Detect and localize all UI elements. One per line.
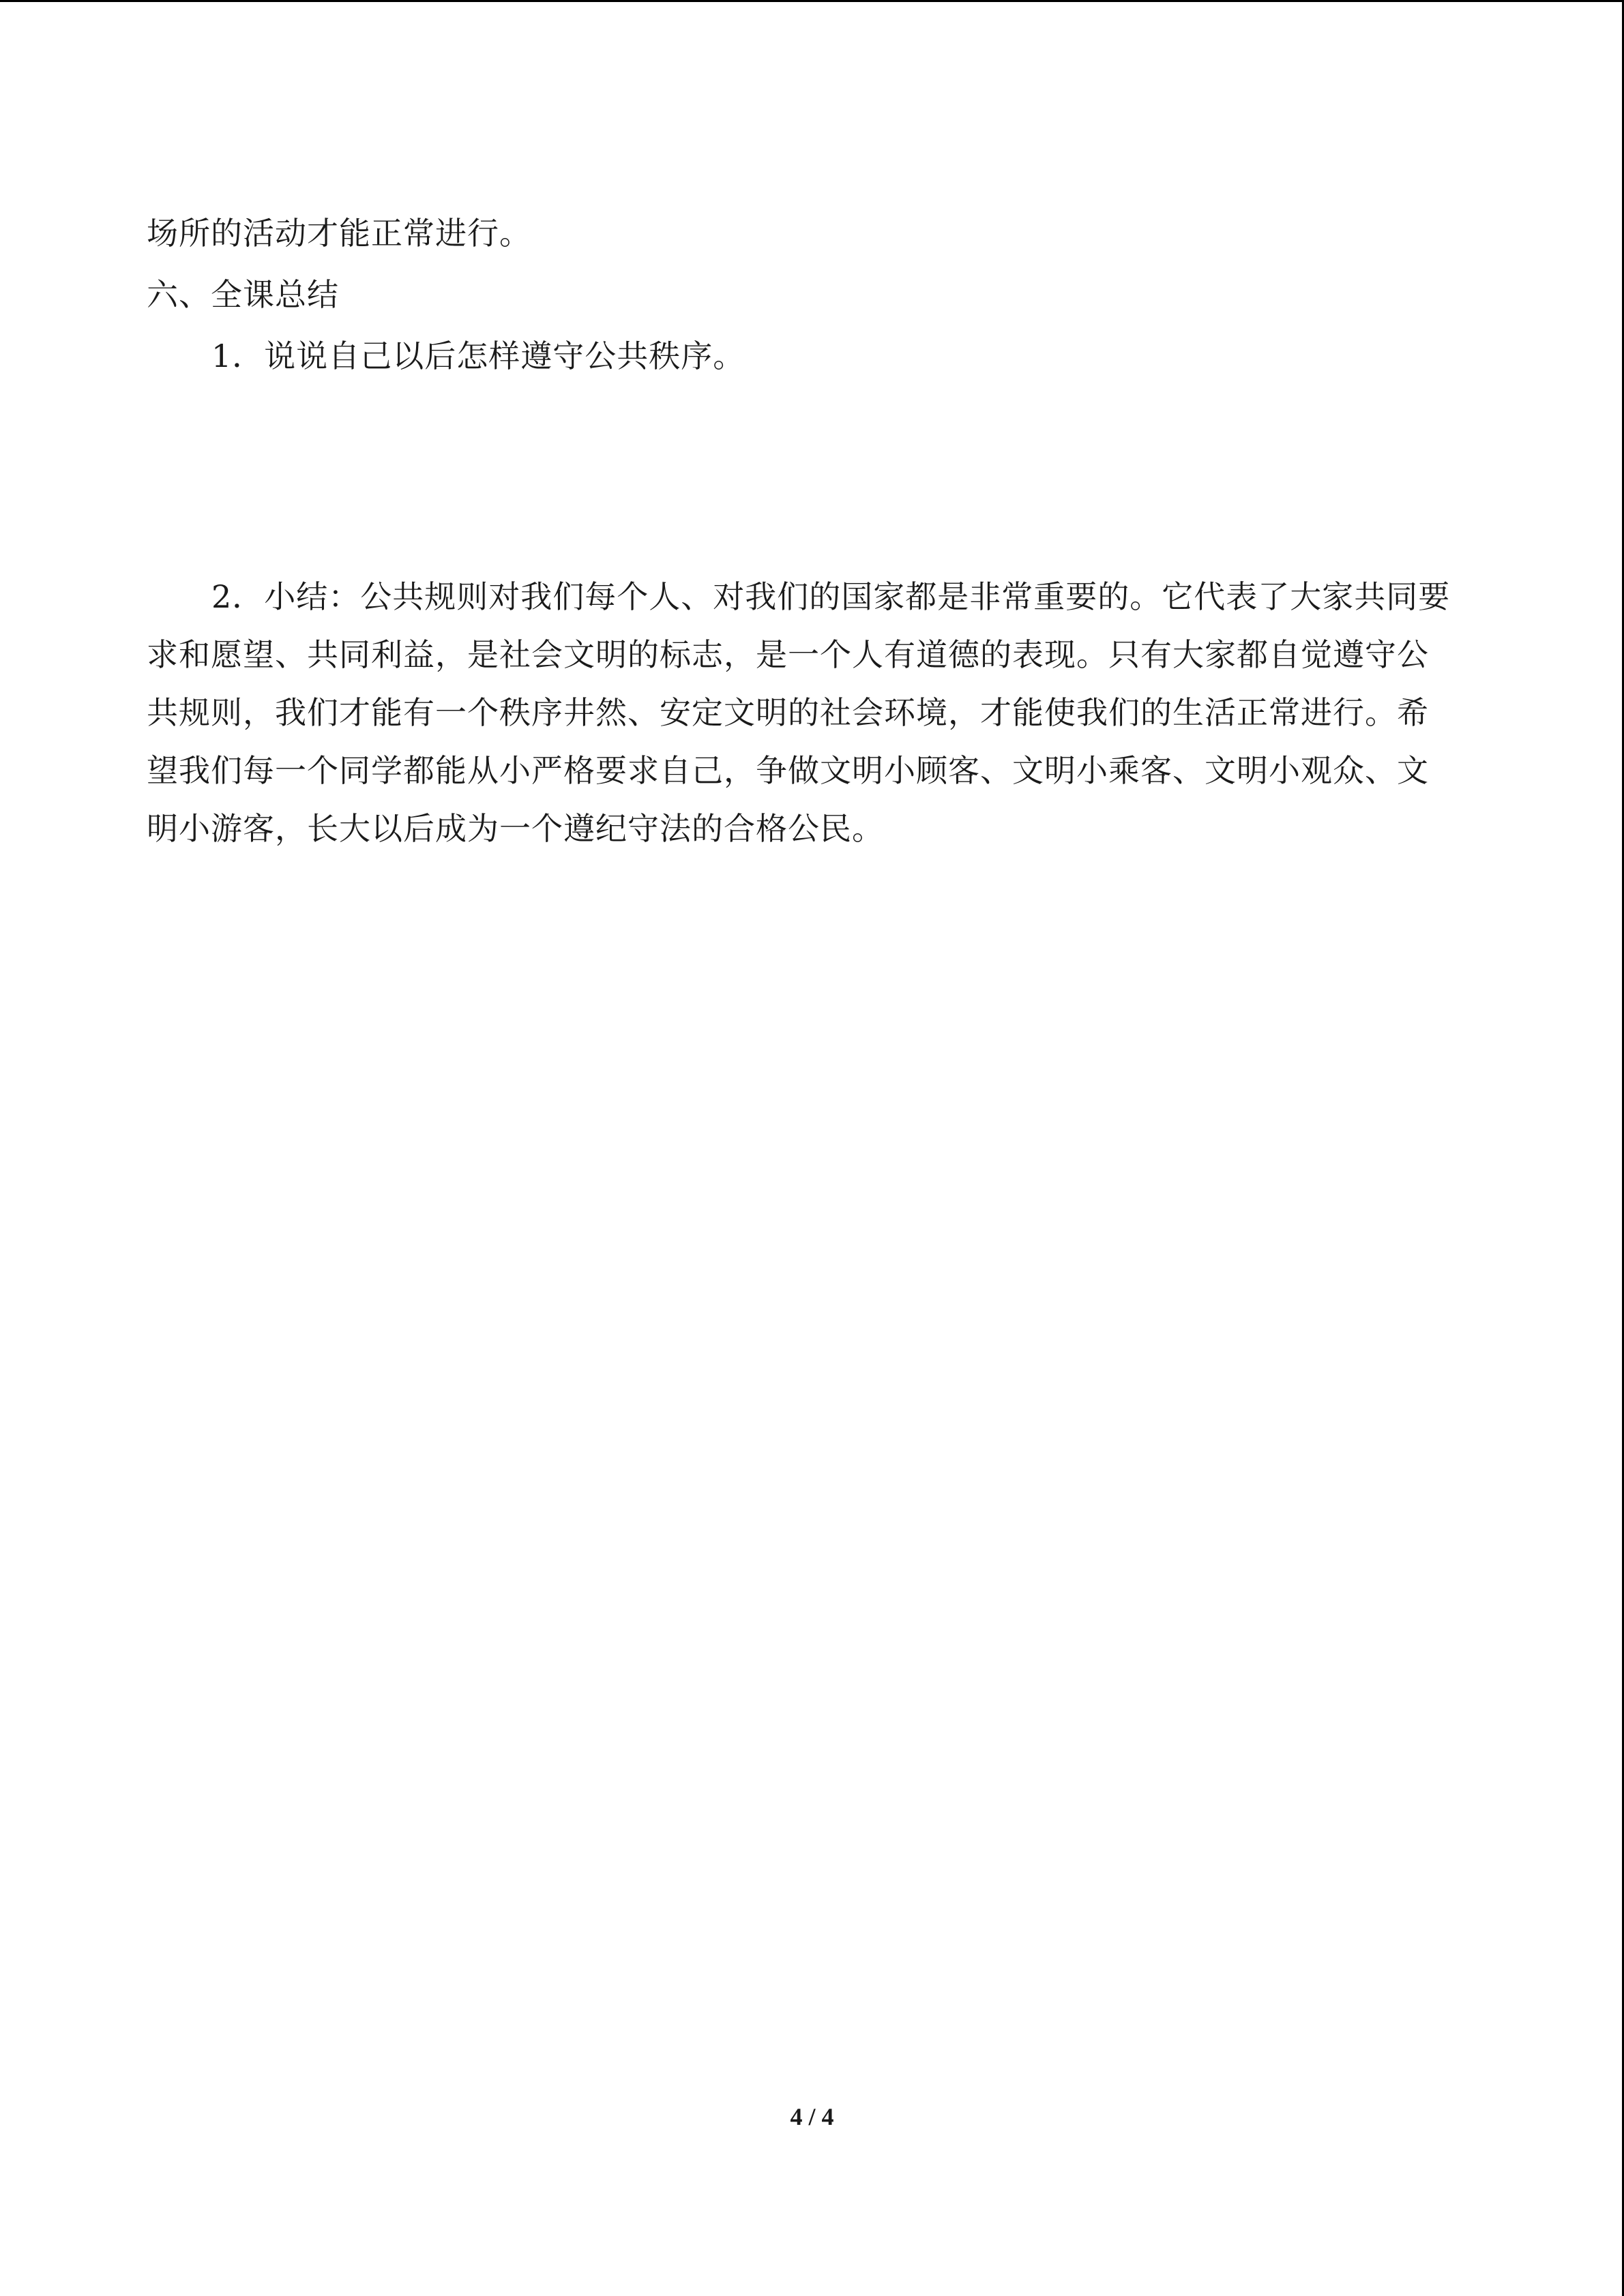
paragraph-line-continuation: 场所的活动才能正常进行。 <box>147 215 531 252</box>
list-item-1: 1．说说自己以后怎样遵守公共秩序。 <box>211 338 745 374</box>
page-border-top <box>0 0 1624 2</box>
page-number: 4 / 4 <box>790 2103 834 2130</box>
list-item-2-line-4: 望我们每一个同学都能从小严格要求自己，争做文明小顾客、文明小乘客、文明小观众、文 <box>147 752 1429 789</box>
list-item-2-line-2: 求和愿望、共同利益，是社会文明的标志，是一个人有道德的表现。只有大家都自觉遵守公 <box>147 636 1429 673</box>
list-item-2-line-1: 2．小结：公共规则对我们每个人、对我们的国家都是非常重要的。它代表了大家共同要 <box>211 578 1451 615</box>
section-heading-summary: 六、全课总结 <box>147 276 339 313</box>
list-item-2-line-5: 明小游客，长大以后成为一个遵纪守法的合格公民。 <box>147 810 884 847</box>
list-item-2-line-3: 共规则，我们才能有一个秩序井然、安定文明的社会环境，才能使我们的生活正常进行。希 <box>147 694 1429 731</box>
